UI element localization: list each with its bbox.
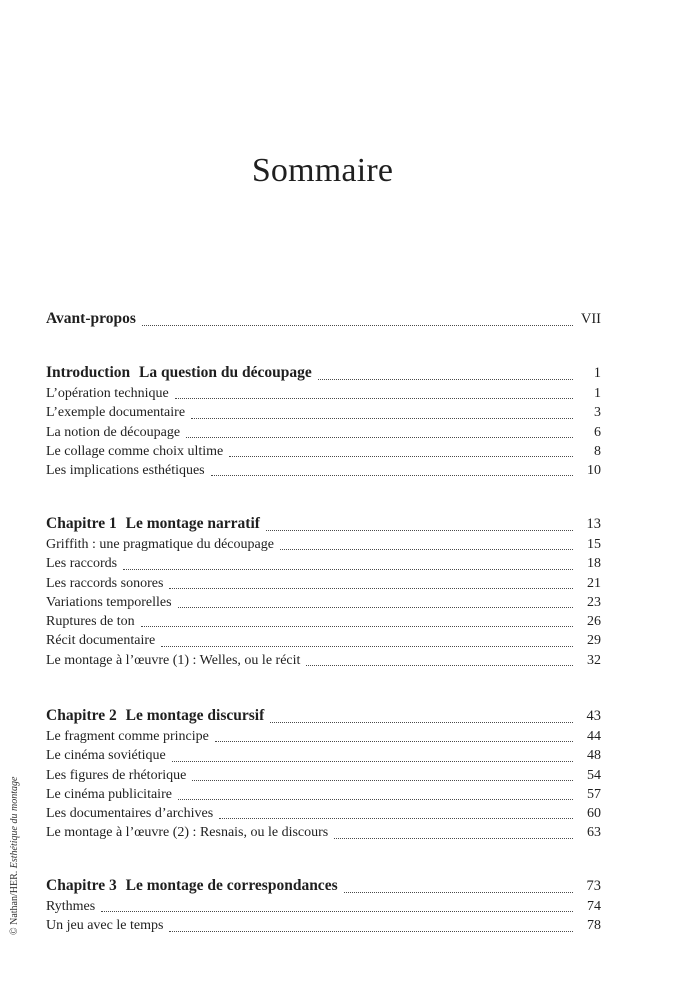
dot-leader <box>211 474 573 476</box>
dot-leader <box>266 529 573 531</box>
toc-entry[interactable] <box>46 535 601 554</box>
toc-entry[interactable] <box>46 631 601 650</box>
toc-entry-label: Les implications esthétiques <box>46 463 205 479</box>
toc-entry-label: Un jeu avec le temps <box>46 918 164 934</box>
toc-entry[interactable] <box>46 384 601 403</box>
dot-leader <box>306 664 573 666</box>
toc-entry[interactable] <box>46 897 601 916</box>
toc-heading-title: Le montage discursif <box>125 707 265 724</box>
toc-page-number: 10 <box>587 463 601 479</box>
toc-entry[interactable] <box>46 612 601 631</box>
copyright-text: © Nathan/HER. <box>9 870 20 935</box>
dot-leader <box>175 397 573 399</box>
dot-leader <box>101 910 573 912</box>
toc-page-number: 13 <box>586 516 601 532</box>
toc-entry[interactable] <box>46 766 601 785</box>
toc-entry-label: Le montage à l’œuvre (1) : Welles, ou le récit <box>46 652 301 668</box>
dot-leader <box>215 740 573 742</box>
toc-section-avant-propos <box>46 308 601 330</box>
toc-page-number: 8 <box>594 443 601 459</box>
toc-entry-label: Récit documentaire <box>46 633 156 649</box>
toc-entry[interactable] <box>46 651 601 670</box>
toc-heading[interactable] <box>46 513 601 535</box>
toc-entry[interactable] <box>46 746 601 765</box>
toc-entry-label: Les raccords sonores <box>46 575 164 591</box>
toc-heading[interactable] <box>46 875 601 897</box>
toc-entry-label: L’opération technique <box>46 386 169 401</box>
toc-heading-number: Chapitre 3 <box>46 877 117 894</box>
toc-entry[interactable] <box>46 461 601 480</box>
toc-entry[interactable] <box>46 916 601 935</box>
toc-heading[interactable] <box>46 362 601 384</box>
toc-entry[interactable] <box>46 785 601 804</box>
toc-entry[interactable] <box>46 442 601 461</box>
dot-leader <box>280 548 573 550</box>
toc-page-number: 74 <box>587 899 601 914</box>
dot-leader <box>169 587 573 589</box>
toc-entry-label: Griffith : une pragmatique du découpage <box>46 537 274 552</box>
toc-page-number: VII <box>580 311 601 327</box>
toc-page-number: 6 <box>594 424 601 440</box>
toc-entry-label: Rythmes <box>46 899 96 914</box>
toc-entry-label: L’exemple documentaire <box>46 405 186 421</box>
book-title-text: Esthétique du montage <box>9 776 20 869</box>
copyright-sidebar <box>9 777 20 935</box>
dot-leader <box>142 324 573 326</box>
toc-heading-label <box>46 513 260 535</box>
toc-entry[interactable] <box>46 423 601 442</box>
toc-page-number: 18 <box>587 556 601 572</box>
toc-heading[interactable] <box>46 705 601 727</box>
page-title: Sommaire <box>251 152 394 189</box>
dot-leader <box>191 417 573 419</box>
toc-page-number: 29 <box>587 633 601 649</box>
toc-page-number: 60 <box>587 806 601 822</box>
toc-heading-title: Le montage de correspondances <box>125 877 338 894</box>
toc-section-introduction <box>46 362 601 480</box>
toc-entry-label: La notion de découpage <box>46 424 181 440</box>
toc-page-number: 15 <box>587 537 601 552</box>
toc-page-number: 78 <box>587 918 601 934</box>
toc-page-number: 23 <box>587 594 601 610</box>
toc-page-number: 43 <box>586 708 601 724</box>
toc-section-chapitre-1 <box>46 513 601 670</box>
toc-heading[interactable] <box>46 308 601 330</box>
dot-leader <box>270 721 573 723</box>
dot-leader <box>334 837 573 839</box>
toc-entry[interactable] <box>46 804 601 823</box>
toc-page-number: 73 <box>586 878 601 894</box>
toc-heading-label <box>46 705 264 727</box>
toc-entry-label: Ruptures de ton <box>46 614 135 630</box>
toc-entry-label: Les figures de rhétorique <box>46 767 187 783</box>
toc-heading-label <box>46 362 312 384</box>
dot-leader <box>178 798 573 800</box>
toc-entry-label: Le fragment comme principe <box>46 729 209 744</box>
toc-page-number: 32 <box>587 652 601 668</box>
toc-heading-label <box>46 875 338 897</box>
toc-heading-number: Chapitre 2 <box>46 707 117 724</box>
toc-page-number: 44 <box>587 729 601 744</box>
toc-entry-label: Le cinéma publicitaire <box>46 786 172 802</box>
dot-leader <box>161 645 573 647</box>
toc-page-number: 57 <box>587 786 601 802</box>
toc-heading-label: Avant-propos <box>46 310 136 327</box>
dot-leader <box>178 606 573 608</box>
toc-heading-title: Le montage narratif <box>125 515 260 532</box>
toc-page-number: 1 <box>593 365 601 381</box>
toc-page-number: 63 <box>587 825 601 841</box>
toc-entry-label: Le cinéma soviétique <box>46 748 166 764</box>
toc-entry[interactable] <box>46 403 601 422</box>
toc-page-number: 48 <box>587 748 601 764</box>
dot-leader <box>219 817 573 819</box>
dot-leader <box>172 760 573 762</box>
toc-entry[interactable] <box>46 727 601 746</box>
toc-page-number: 21 <box>587 575 601 591</box>
toc-page-number: 3 <box>594 405 601 421</box>
dot-leader <box>123 568 573 570</box>
toc-entry-label: Le montage à l’œuvre (2) : Resnais, ou le discours <box>46 825 329 841</box>
dot-leader <box>229 455 573 457</box>
dot-leader <box>141 625 573 627</box>
toc-entry[interactable] <box>46 593 601 612</box>
toc-entry[interactable] <box>46 554 601 573</box>
toc-entry[interactable] <box>46 823 601 842</box>
toc-entry-label: Le collage comme choix ultime <box>46 443 224 459</box>
dot-leader <box>344 891 573 893</box>
dot-leader <box>169 930 573 932</box>
toc-heading-number: Introduction <box>46 364 131 381</box>
toc-entry-label: Les raccords <box>46 556 118 572</box>
toc-page-number: 1 <box>594 386 601 401</box>
dot-leader <box>186 436 573 438</box>
toc-entry-label: Variations temporelles <box>46 594 172 610</box>
dot-leader <box>318 378 573 380</box>
toc-heading-number: Chapitre 1 <box>46 515 117 532</box>
toc-heading-title: La question du découpage <box>139 364 312 381</box>
toc-page-number: 26 <box>587 614 601 630</box>
toc-section-chapitre-3 <box>46 875 601 936</box>
toc-page-number: 54 <box>587 767 601 783</box>
toc-entry-label: Les documentaires d’archives <box>46 806 214 822</box>
toc-entry[interactable] <box>46 574 601 593</box>
toc-section-chapitre-2 <box>46 705 601 843</box>
dot-leader <box>192 779 573 781</box>
